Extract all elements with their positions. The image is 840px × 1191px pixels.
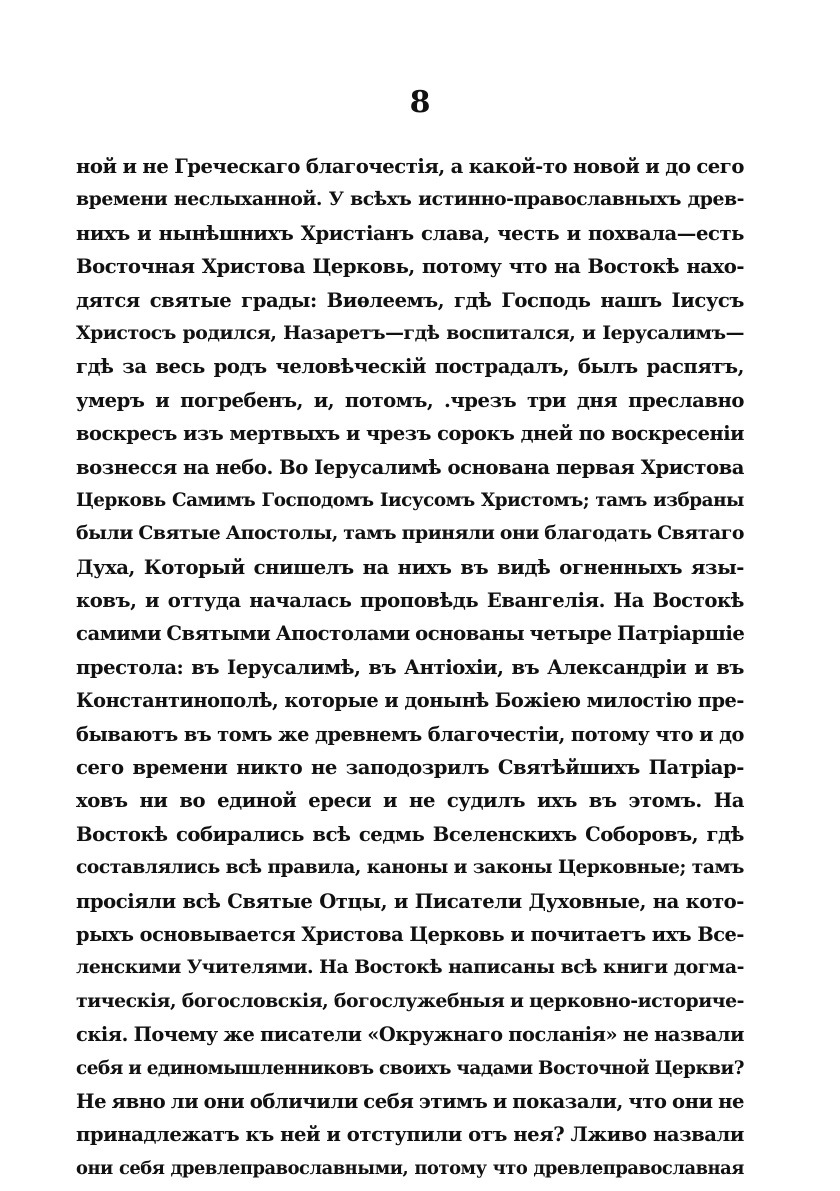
text-line: времени неслыханной. У всѣхъ истинно-православныхъ древ- [76, 188, 744, 211]
text-line: составлялись всѣ правила, каноны и законы Церковные; тамъ [76, 857, 744, 879]
text-line: сего времени никто не заподозрилъ Святѣйшихъ Патріар- [76, 756, 744, 780]
text-line: Восточная Христова Церковь, потому что на Востокѣ нахо- [76, 255, 744, 279]
text-line: Духа, Который снишелъ на нихъ въ видѣ огненныхъ язы- [76, 555, 744, 579]
text-line: ной и не Греческаго благочестія, а какой-то новой и до сего [76, 155, 744, 178]
body-text [76, 150, 744, 1185]
text-line: ленскими Учителями. На Востокѣ написаны всѣ книги догма- [76, 956, 744, 979]
text-line: умеръ и погребенъ, и, потомъ, .чрезъ три дня преславно [76, 388, 744, 412]
text-line: себя и единомышленниковъ своихъ чадами Восточной Церкви? [76, 1057, 744, 1079]
text-line: престола: въ Іерусалимѣ, въ Антіохіи, въ Александріи и въ [76, 655, 744, 679]
text-line: ковъ, и оттуда началась проповѣдь Евангелія. На Востокѣ [76, 589, 744, 613]
text-line: тическія, богословскія, богослужебныя и церковно-историче- [76, 989, 744, 1012]
text-line: Христосъ родился, Назаретъ—гдѣ воспитался, и Іерусалимъ— [76, 321, 744, 344]
text-line: рыхъ основывается Христова Церковь и почитаетъ ихъ Все- [76, 922, 744, 946]
text-line: были Святые Апостолы, тамъ приняли они благодать Святаго [76, 522, 744, 545]
text-line: бываютъ въ томъ же древнемъ благочестіи, потому что и до [76, 722, 744, 746]
text-line: Востокѣ собирались всѣ седмь Вселенскихъ Соборовъ, гдѣ [76, 822, 744, 846]
text-line: вознесся на небо. Во Іерусалимѣ основана первая Христова [76, 455, 744, 479]
text-line: скія. Почему же писатели «Окружнаго посланія» не назвали [76, 1023, 744, 1047]
text-line: просіяли всѣ Святые Отцы, и Писатели Духовные, на кото- [76, 889, 744, 913]
text-line: самими Святыми Апостолами основаны четыре Патріаршіе [76, 622, 744, 646]
text-line: Константинополѣ, которые и донынѣ Божіею милостію пре- [76, 689, 744, 713]
text-line: Не явно ли они обличили себя этимъ и показали, что они не [76, 1089, 744, 1113]
text-line: воскресъ изъ мертвыхъ и чрезъ сорокъ дней по воскресеніи [76, 422, 744, 446]
page-number: 8 [409, 85, 431, 120]
text-line: ховъ ни во единой ереси и не судилъ ихъ въ этомъ. На [76, 789, 744, 813]
text-line: они себя древлеправославными, потому что древлеправославная [76, 1157, 744, 1179]
text-line: гдѣ за весь родъ человѣческій пострадалъ, былъ распятъ, [76, 355, 744, 379]
text-line: Церковь Самимъ Господомъ Іисусомъ Христомъ; тамъ избраны [76, 489, 744, 511]
text-line: нихъ и нынѣшнихъ Христіанъ слава, честь и похвала—есть [76, 221, 744, 245]
text-line: принадлежатъ къ ней и отступили отъ нея? Лживо назвали [76, 1123, 744, 1147]
text-line: дятся святые грады: Виѳлеемъ, гдѣ Господь нашъ Іисусъ [76, 288, 744, 312]
